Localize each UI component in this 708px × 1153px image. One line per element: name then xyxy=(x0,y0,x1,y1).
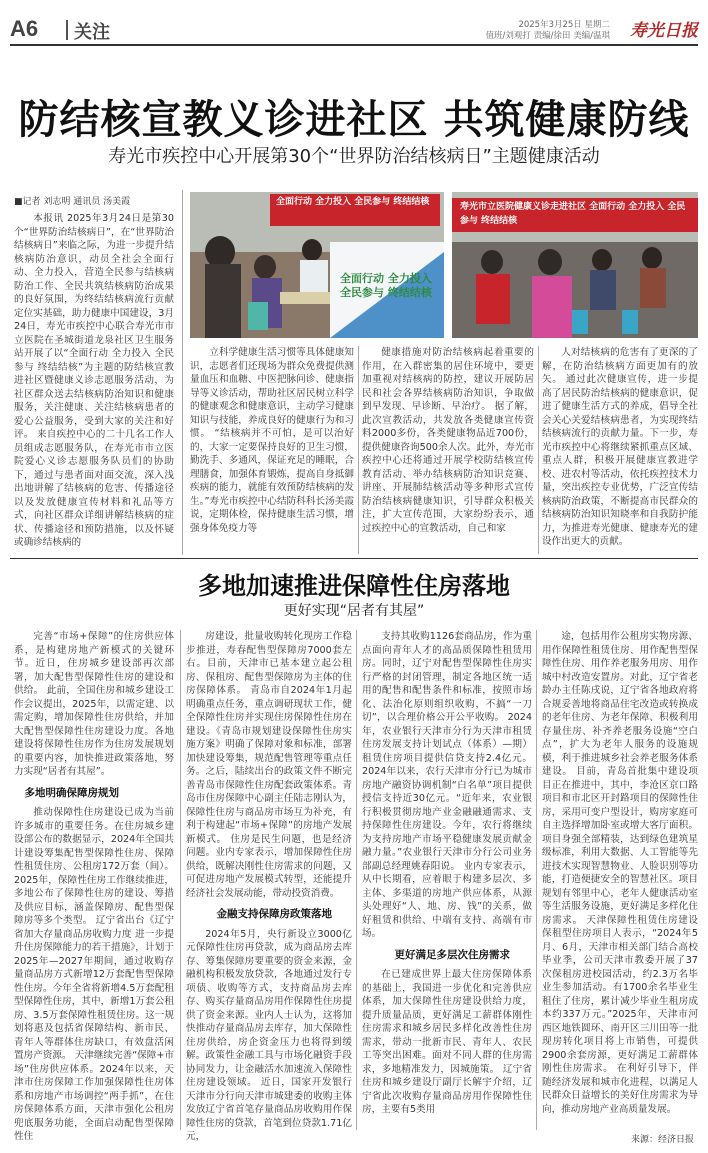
article-separator xyxy=(10,558,698,559)
subheading-plans: 多地明确保障房规划 xyxy=(24,786,119,799)
photo-outreach-crowd xyxy=(452,192,698,338)
article2-col1 xyxy=(14,630,174,1142)
article2-col1-para1: 完善“市场+保障”的住房供应体系，是构建房地产新模式的关键环节。近日，住房城乡建设部再次部署，加大配售型保障性住房的建设和供给。 此前，全国住房和城乡建设工作会议提出，2025年，以需定建、以需定购，增加保障性住房供给，并加大配售型保障性住房建设力度。各地建设将保障性住房作为住房发展规划的重要内容，加快推进政策落地，努力实现“居者有其屋”。 xyxy=(14,631,174,777)
subheadline-housing: 更好实现“居者有其屋” xyxy=(283,603,425,619)
article2-col3 xyxy=(362,630,532,1130)
column-divider xyxy=(180,630,181,1130)
page-number: A6 xyxy=(10,16,39,41)
article2-col2 xyxy=(186,630,352,1142)
article2-col2-para2: 2024年5月，央行新设立3000亿元保障性住房再贷款，成为商品房去库存、筹集保障房要重要的资金来源，金融机构积极发放贷款，各地通过发行专项债、收购等方式，支持商品房去库存、购买存量商品房用作保障性住房提供了资金来源。业内人士认为，这将加快推动存量商品房去库存，加大保障性住房供给，房企资金压力也将得到缓解。政策性金融工具与市场化融资手段协同发力，让金融活水加速流入保障性住房建设领域。 近日，国家开发银行天津市分行向天津市城建委的收购主体发放辽宁省首笔存量商品房收购用作保障性住房的贷款，首笔到位贷款1.71亿元， xyxy=(186,928,352,1142)
article2-col4-para1: 途，包括用作公租房实物房源、用作保障性租赁住房、用作配售型保障性住房、用作养老服务用房、用作城中村改造安置房。对此，辽宁省老龄办主任陈戌说，辽宁省各地政府将合规妥善地将商品住宅改造或转换成的老年住房、为老年保障、积极利用存量住房、补齐养老服务设施“空白点”，扩大为老年人服务的设施规模，利于推进城乡社会养老服务体系建设。 目前，青岛首批集中建设项目正在推进中，其中，李沧区京口路项目和市北区开封路项目的保障性住房，采用可变户型设计，购房家庭可自主选择增加卧室或增大客厅面积。项目身强全部精装，达到绿色建筑星级标准，利用大数据、人工智能等先进技术实现智慧物业、人脸识别等功能，打造便捷安全的智慧社区。项目规划有邻里中心，老年人健康活动室等生活服务设施，更好满足多样化住房需求。 天津保障性租赁住房建设保租型住房项目人表示，“2024年5月、6月，天津市相关部门结合高校毕业季，公司天津市教委开展了37次保租房进校园活动，约2.3万名毕业生参加活动。有1700余名毕业生租住了住房，累计减少毕业生租房成本约337万元。”2025年，天津市河西区地铁圆环、南开区三川田等一批现房转化项目将上市销售，可提供2900余套房源，更好满足工薪群体刚性住房需求。 在利好引导下，伴随经济发展和城市化进程，以满足人民群众日益增长的美好住房需求为导向，推动房地产业高质量发展。 xyxy=(542,631,698,1115)
article1-col3 xyxy=(362,346,534,552)
article2-col2-para1: 房建设，批量收购转化现房工作稳步推进，寿春配售型保障房7000套左右。目前，天津市已基本建立起公租房、保租房、配售型保障房为主体的住房保障体系。 青岛市自2024年1月起明确重点任务，重点调研现状工作，健全保障性住房并实现住房保障性住房在建设。《青岛市规划建设保障性住房实施方案》明确了保障对象和标准，部署加快建设筹集，规范配售管理等重点任务。之后，陆续出台的政策文件不断完善青岛市保障性住房配套政策体系。青岛市住房保障中心副主任陆志刚认为，保障性住房与商品房市场互为补充，有利于构建起“市场+保障”的房地产发展新模式。 住房是民生问题，也是经济问题。业内专家表示，增加保障性住房供给，既解决刚性住房需求的问题，又可促进房地产发展模式转型，还能提升经济社会发展动能，带动投资消费。 xyxy=(186,631,352,899)
column-divider xyxy=(538,346,539,554)
byline: ■记者 刘志明 通讯员 汤美霞 xyxy=(14,197,131,207)
column-divider xyxy=(182,190,183,555)
headline-housing: 多地加速推进保障性住房落地 xyxy=(198,572,510,600)
subheadline-tb: 寿光市疾控中心开展第30个“世界防治结核病日”主题健康活动 xyxy=(108,146,600,167)
column-divider xyxy=(358,346,359,554)
page-header xyxy=(10,14,698,44)
photo-outreach-desk xyxy=(190,192,444,338)
subheading-finance: 金融支持保障房政策落地 xyxy=(216,908,332,920)
article1-col4 xyxy=(542,346,698,552)
photo-outreach-desk-image xyxy=(190,192,444,338)
photo2-banner-text: 寿光市立医院健康义诊走进社区 全面行动 全力投入 全民参与 终结结核 xyxy=(460,202,686,226)
column-divider xyxy=(356,630,357,1130)
article2-col4 xyxy=(542,630,698,1130)
article1-col3-text: 健康措施对防治结核病起着重要的作用，在入群密集的居住环境中，要更加重视对结核病的防控，建议开展防居民和社会各界结核病防治知识，争取做到早发现、早诊断、早治疗。 据了解，此次宣教活动，共发放各类健康宣传资料2000多份，各类健康物品近700份，提供健康咨询500余人次。此外，寿光市疾控中心还将通过开展学校防结核宣传教育活动、举办结核病防治知识竞赛、讲座、开展肺结核活动等多种形式宣传防治结核病健康知识，引导群众积极关注，扩大宣传范围，大家纷纷表示，通过疾控中心的宣教活动，自己和家 xyxy=(362,347,534,534)
header-meta xyxy=(486,20,611,42)
article1-col4-text: 人对结核病的危害有了更深的了解，在防治结核病方面更加有的放矢。 通过此次健康宣传，进一步提高了居民防治结核病的健康意识，促进了健康生活方式的养成，倡导全社会关心关爱结核病患者，为实现终结结核病流行的贡献力量。下一步，寿光市疾控中心将继续紧抓重点区域、重点人群，积极开展健康宣教进学校、进农村等活动，依托疾控技术力量，突出疾控专业优势，广泛宣传结核病防治政策，不断提高市民群众的结核病防治知识知晓率和自我防护能力，为推进寿光健康、健康寿光的建设作出更大的贡献。 xyxy=(542,347,698,547)
header-divider xyxy=(66,20,68,40)
header-rule xyxy=(10,44,698,46)
column-divider xyxy=(536,630,537,1130)
headline-tb: 防结核宣教义诊进社区 共筑健康防线 xyxy=(18,97,690,143)
photo1-banner-text: 全面行动 全力投入 全民参与 终结结核 xyxy=(276,197,430,207)
article2-col1-para2: 推动保障性住房建设已成为当前许多城市的重要任务。在住房城乡建设部公布的数据显示，2024年全国共计建设筹集配售型保障性住房、保障性租赁住房、公租房172万套（间）。2025年，保障性住房工作继续推进，多地公布了保障性住房的建设、筹措及供应目标，涵盖保障房、配售型保障房等多个类型。 辽宁省出台《辽宁省加大存量商品房收购力度 进一步提升住房保障能力的若干措施》，计划于2025年—2027年期间，通过收购存量商品房方式新增12万套配售型保障性住房。今年全省将新增4.5万套配租型保障性住房，其中，新增1万套公租房、3.5万套保障性租赁住房。这一规划将惠及包括省保障结构、新市民、青年人等群体住房缺口，有效盘活闲置房产资源。 天津继续完善“保障+市场”住房供应体系。2024年以来，天津市住房保障工作加强保障性住房体系和房地产市场调控“两手抓”，在住房保障体系方面，天津市强化公租房兜底服务功能，全面启动配售型保障性住 xyxy=(14,807,174,1142)
newspaper-logo: 寿光日报 xyxy=(630,21,698,41)
article-source: 来源：经济日报 xyxy=(630,1135,694,1145)
article2-col3-para2: 在已建成世界上最大住房保障体系的基础上，我国进一步优化和完善供应体系，加大保障性住房建设供给力度，提升质量品质，更好满足工薪群体刚性住房需求和城乡居民多样化改善性住房需求，带动一批新市民、青年人、农民工等突出困难。面对不同人群的住房需求，多地精准发力，因城施策。 辽宁省住房和城乡建设厅副厅长解宇介绍，辽宁省此次收购存量商品房用作保障性住房，主要有5类用 xyxy=(362,969,532,1115)
article1-col1 xyxy=(14,212,174,552)
section-name: 关注 xyxy=(74,22,110,43)
editors-line: 值班/刘观打 责编/徐田 美编/温琪 xyxy=(485,31,610,41)
article1-col1-text: 本报讯 2025年3月24日是第30个“世界防治结核病日”，在“世界防治结核病日”来临之际，为进一步提升结核病防治意识，动员全社会全面行动、全力投入，营造全民参与结核病防治工作、全民共筑结核病防治成果的良好氛围，为终结结核病流行贡献定位实基础，助力健康中国建设，3月24日，寿光市疾控中心联合寿光市市立医院在圣城街道龙泉社区卫生服务站开展了以“全面行动 全力投入 全民参与 终结结核”为主题的防结核宣教进社区暨健康义诊志愿服务活动，为社区群众送去结核病防治知识和健康服务，关注健康、关注结核病患者的爱心公益服务，受到大家的关注和好评。 来自疾控中心的二十几名工作人员组成志愿服务队，在寿光市市立医院爱心义诊志愿服务队员们的协助下，通过与患者面对面交流，深入浅出地讲解了结核病的危害、传播途径以及发放健康宣传材料和礼品等方式，向社区群众详细讲解结核病的症状、传播途径和预防措施，以及怀疑或确诊结核病的 xyxy=(14,213,174,548)
article1-col2-text: 立科学健康生活习惯等具体健康知识，志愿者们还现场为群众免费提供测量血压和血糖、中医把脉问诊、健康指导等义诊活动，帮助社区居民树立科学的健康观念和健康意识，主动学习健康知识与技能，养成良好的健康行为和习惯。 “结核病并不可怕，是可以治好的，大家一定要保持良好的卫生习惯，勤洗手、多通风，保证充足的睡眠，合理膳食，加强体育锻炼，提高自身抵御疾病的能力，就能有效预防结核病的发生。”寿光市疾控中心结防科科长汤美霞说，定期体检，保持健康生活习惯，增强身体免疫力等 xyxy=(190,347,354,534)
article1-col2 xyxy=(190,346,354,552)
subheading-demand: 更好满足多层次住房需求 xyxy=(394,948,510,961)
issue-date: 2025年3月25日 星期二 xyxy=(518,20,610,30)
photo1-board-text: 全面行动 全力投入 全民参与 终结结核 xyxy=(340,272,432,299)
article2-col3-para1: 支持其收购1126套商品房，作为重点面向青年人才的高品质保障性租赁用房。同时，辽宁对配售型保障性住房实行严格的封闭管理，制定各地区统一适用的配售和配售条件和标准，按照市场化、法治化原则组织收购，不搞“一刀切”，以合理价格公开公平收购。 2024年，农业银行天津市分行为天津市租赁住房发展支持计划试点（体系）—期）租赁住房项目提供信贷支持2.4亿元。2024年以来，农行天津市分行已为城市房地产融资协调机制“白名单”项目提供授信支持近30亿元。“近年来，农业银行积极贯彻房地产业金融融通需求、支持保障性住房建设。今年，农行将继续为支持房地产市场平稳健康发展贡献金融力量。”农业银行天津市分行公司业务部副总经理姚春阳说。 业内专家表示，从中长期看，应着眼于构建多层次、多主体、多渠道的房地产供应体系，从源头处理好“人、地、房、钱”的关系，做好租赁和供给、中端有支持、高端有市场。 xyxy=(362,631,532,939)
